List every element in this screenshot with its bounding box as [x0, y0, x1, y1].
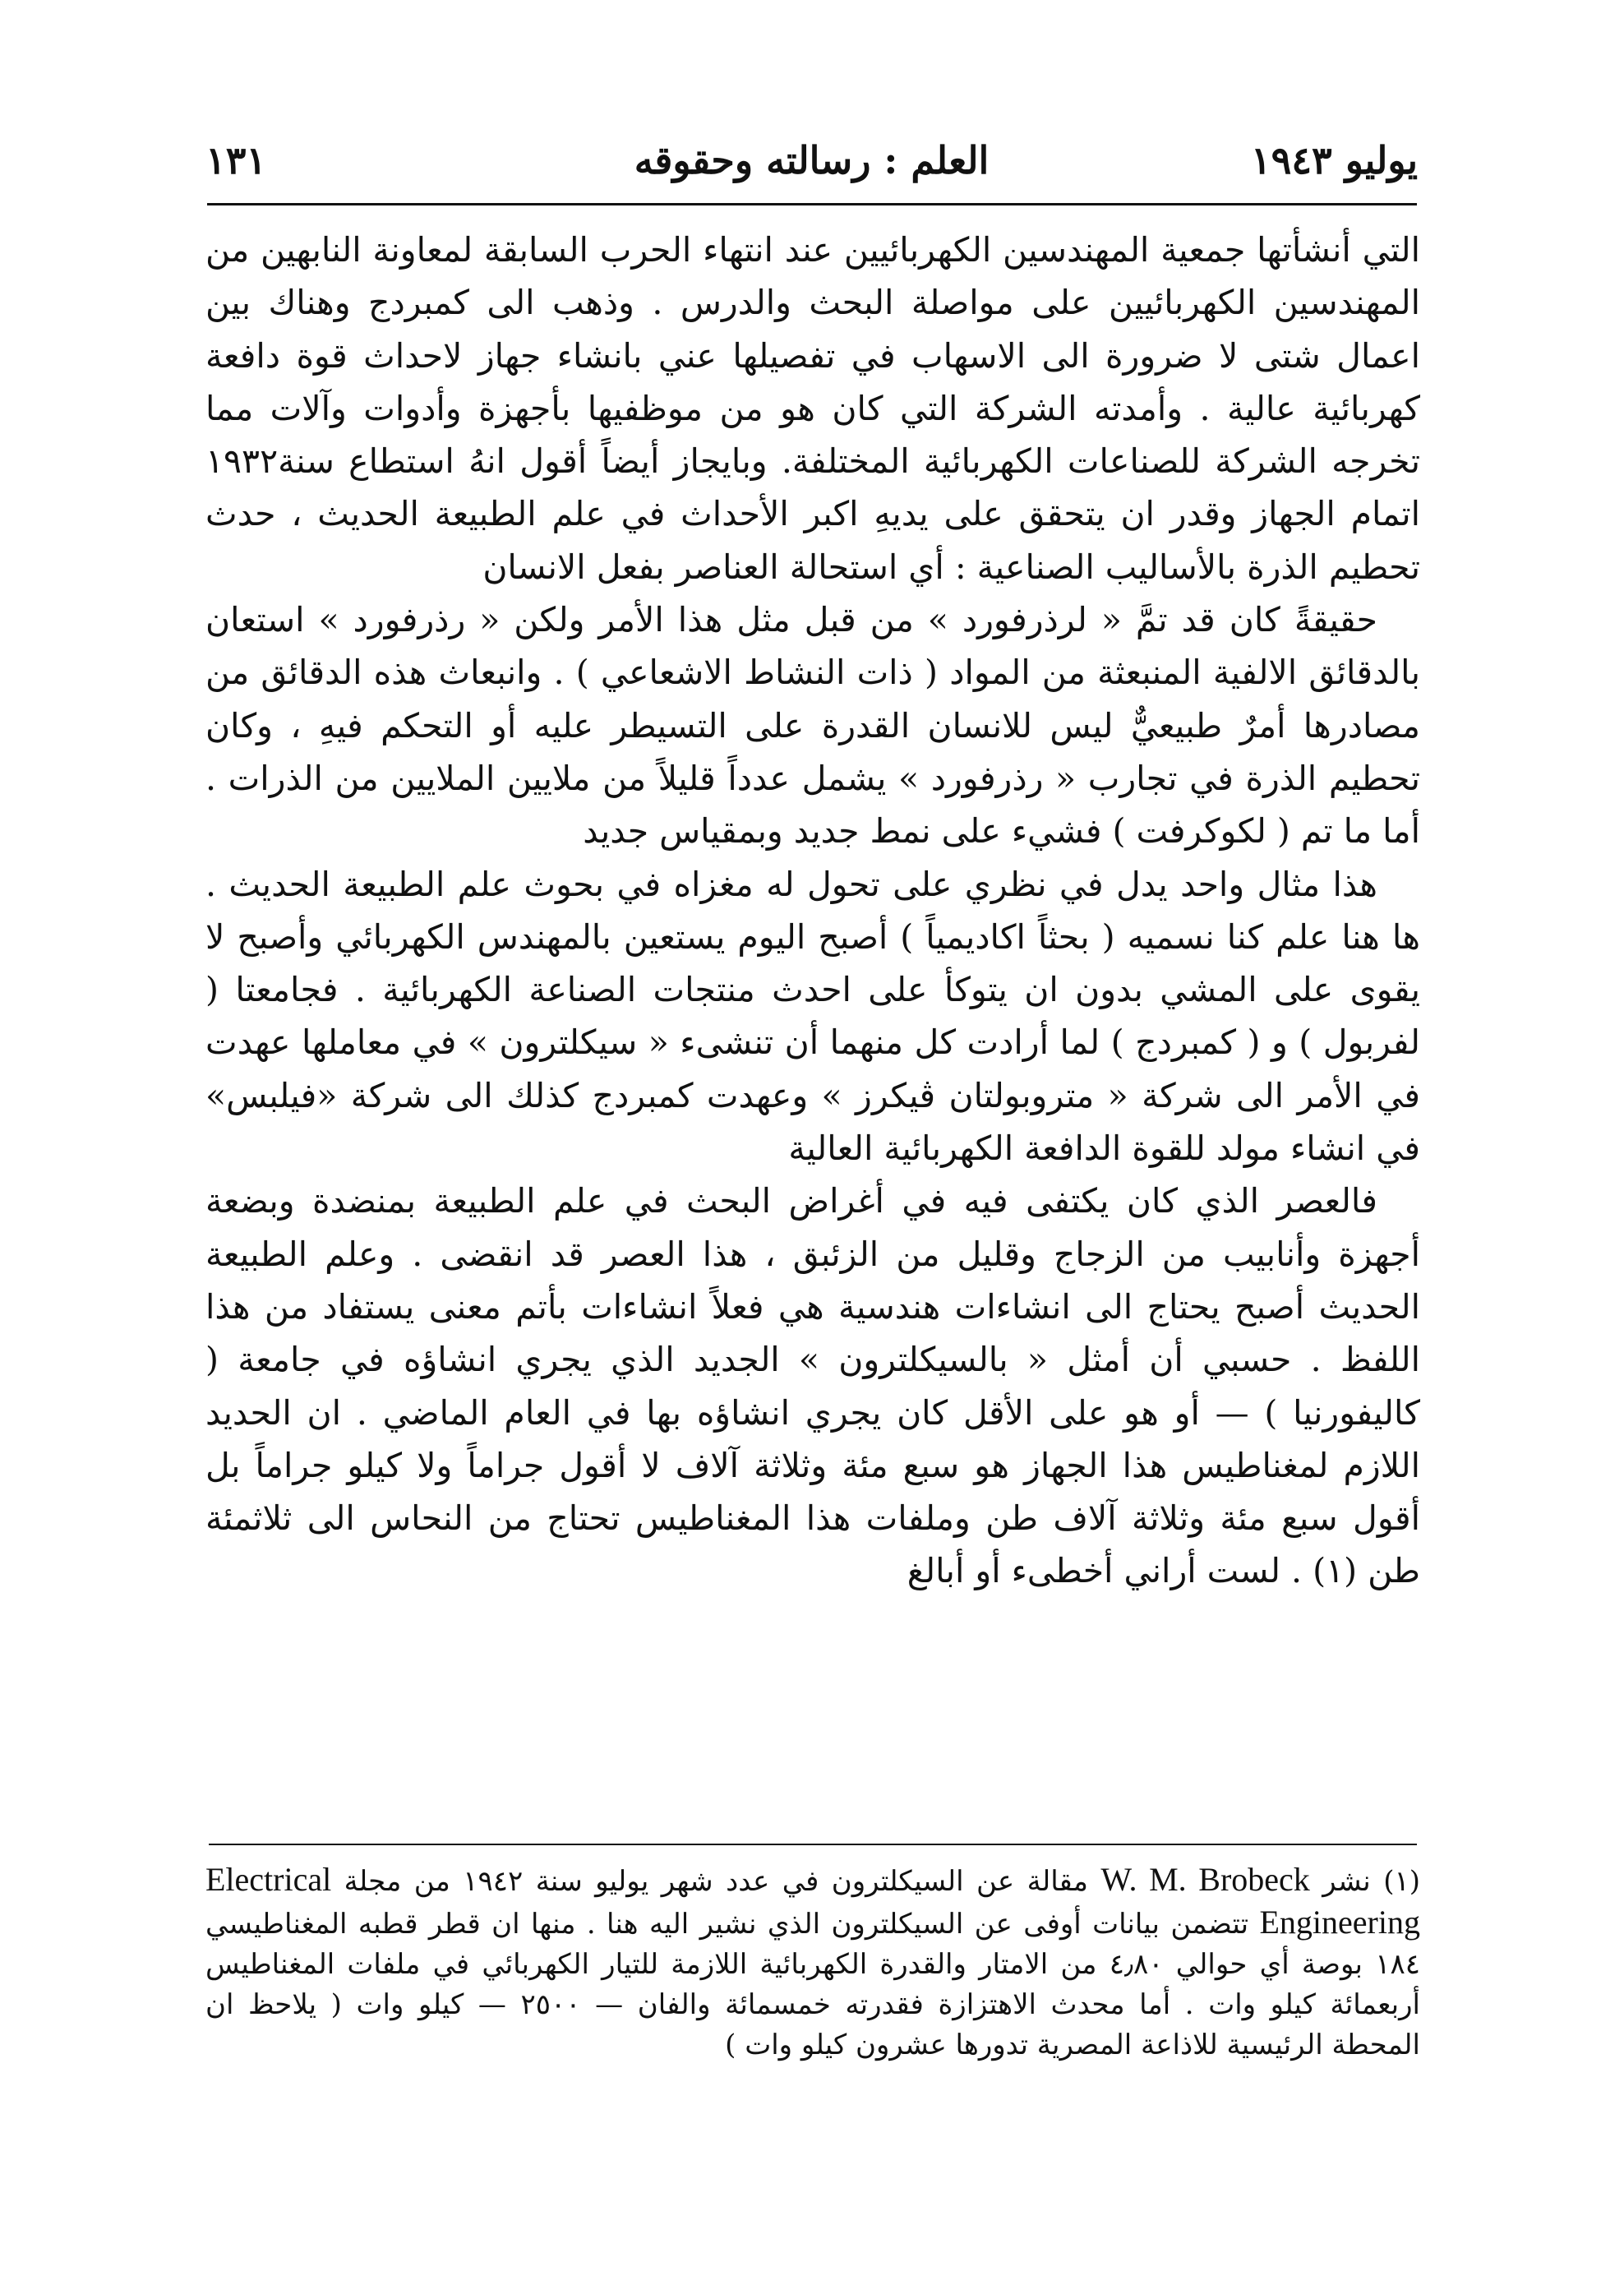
- paragraph: فالعصر الذي كان يكتفى فيه في أغراض البحث في علم الطبيعة بمنضدة وبضعة أجهزة وأنابيب من الزجاج وقليل من الزئبق ، هذا العصر قد انقضى . وعلم الطبيعة الحديث أصبح يحتاج الى انشاءات هندسية هي فعلاً انشاءات بأتم معنى يستفاد من هذا اللفظ . حسبي أن أمثل « بالسيكلترون » الجديد الذي يجري انشاؤه في جامعة ( كاليفورنيا ) — أو هو على الأقل كان يجري انشاؤه بها في العام الماضي . ان الحديد اللازم لمغناطيس هذا الجهاز هو سبع مئة وثلاثة آلاف لا أقول جراماً ولا كيلو جراماً بل أقول سبع مئة وثلاثة آلاف طن وملفات هذا المغناطيس تحتاج من النحاس الى ثلاثمئة طن (١) . لست أراني أخطىء أو أبالغ: [205, 1181, 1420, 1591]
- footnote-journal: Electrical Engineering: [205, 1861, 1420, 1941]
- paragraph: حقيقةً كان قد تمَّ « لرذرفورد » من قبل مثل هذا الأمر ولكن « رذرفورد » استعان بالدقائق الالفية المنبعثة من المواد ( ذات النشاط الاشعاعي ) . وانبعاث هذه الدقائق من مصادرها أمرٌ طبيعيٌّ ليس للانسان القدرة على التسيطر عليه أو التحكم فيهِ ، وكان تحطيم الذرة في تجارب « رذرفورد » يشمل عدداً قليلاً من ملايين الملايين من الذرات . أما ما تم ( لكوكرفت ) فشيء على نمط جديد وبمقياس جديد: [205, 600, 1420, 852]
- page-number: ١٣١: [205, 138, 267, 182]
- header-divider: [207, 203, 1417, 205]
- article-body: [205, 224, 1420, 1598]
- footnote-prefix: (١) نشر: [1322, 1865, 1420, 1898]
- footnote: [205, 1859, 1420, 2066]
- paragraph: التي أنشأتها جمعية المهندسين الكهربائيين عند انتهاء الحرب السابقة لمعاونة النابهين من المهندسين الكهربائيين على مواصلة البحث والدرس . وذهب الى كمبردج وهناك بين اعمال شتى لا ضرورة الى الاسهاب في تفصيلها عني بانشاء جهاز لاحداث قوة دافعة كهربائية عالية . وأمدته الشركة التي كان هو من موظفيها بأجهزة وأدوات وآلات مما تخرجه الشركة للصناعات الكهربائية المختلفة. وبايجاز أيضاً أقول انهُ استطاع سنة١٩٣٢ اتمام الجهاز وقدر ان يتحقق على يديهِ اكبر الأحداث في علم الطبيعة الحديث ، حدث تحطيم الذرة بالأساليب الصناعية : أي استحالة العناصر بفعل الانسان: [205, 230, 1421, 587]
- header-title: العلم : رسالته وحقوقه: [634, 138, 990, 182]
- footnote-mid: مقالة عن السيكلترون في عدد شهر يوليو سنة ١٩٤٢ من مجلة: [344, 1865, 1088, 1898]
- footnote-divider: [209, 1844, 1417, 1845]
- header-date: يوليو ١٩٤٣: [1250, 138, 1418, 182]
- footnote-rest: تتضمن بيانات أوفى عن السيكلترون الذي نشير اليه هنا . منها ان قطر قطبه المغناطيسي ١٨٤ بوصة أي حوالي ٤٫٨٠ من الامتار والقدرة الكهربائية اللازمة للتيار الكهربائي في ملفات المغناطيس أربعمائة كيلو وات . أما محدث الاهتزازة فقدرته خمسمائة والفان — ٢٥٠٠ — كيلو وات ( يلاحظ ان المحطة الرئيسية للاذاعة المصرية تدورها عشرون كيلو وات ): [205, 1908, 1420, 2061]
- paragraph: هذا مثال واحد يدل في نظري على تحول له مغزاه في بحوث علم الطبيعة الحديث . ها هنا علم كنا نسميه ( بحثاً اكاديمياً ) أصبح اليوم يستعين بالمهندس الكهربائي وأصبح لا يقوى على المشي بدون ان يتوكأ على احدث منتجات الصناعة الكهربائية . فجامعتا ( لفربول ) و ( كمبردج ) لما أرادت كل منهما أن تنشىء « سيكلترون » في معاملها عهدت في الأمر الى شركة « متروبولتان ڤيكرز » وعهدت كمبردج كذلك الى شركة «فيلبس» في انشاء مولد للقوة الدافعة الكهربائية العالية: [205, 864, 1420, 1169]
- running-header: [205, 138, 1418, 187]
- footnote-author: W. M. Brobeck: [1100, 1861, 1310, 1898]
